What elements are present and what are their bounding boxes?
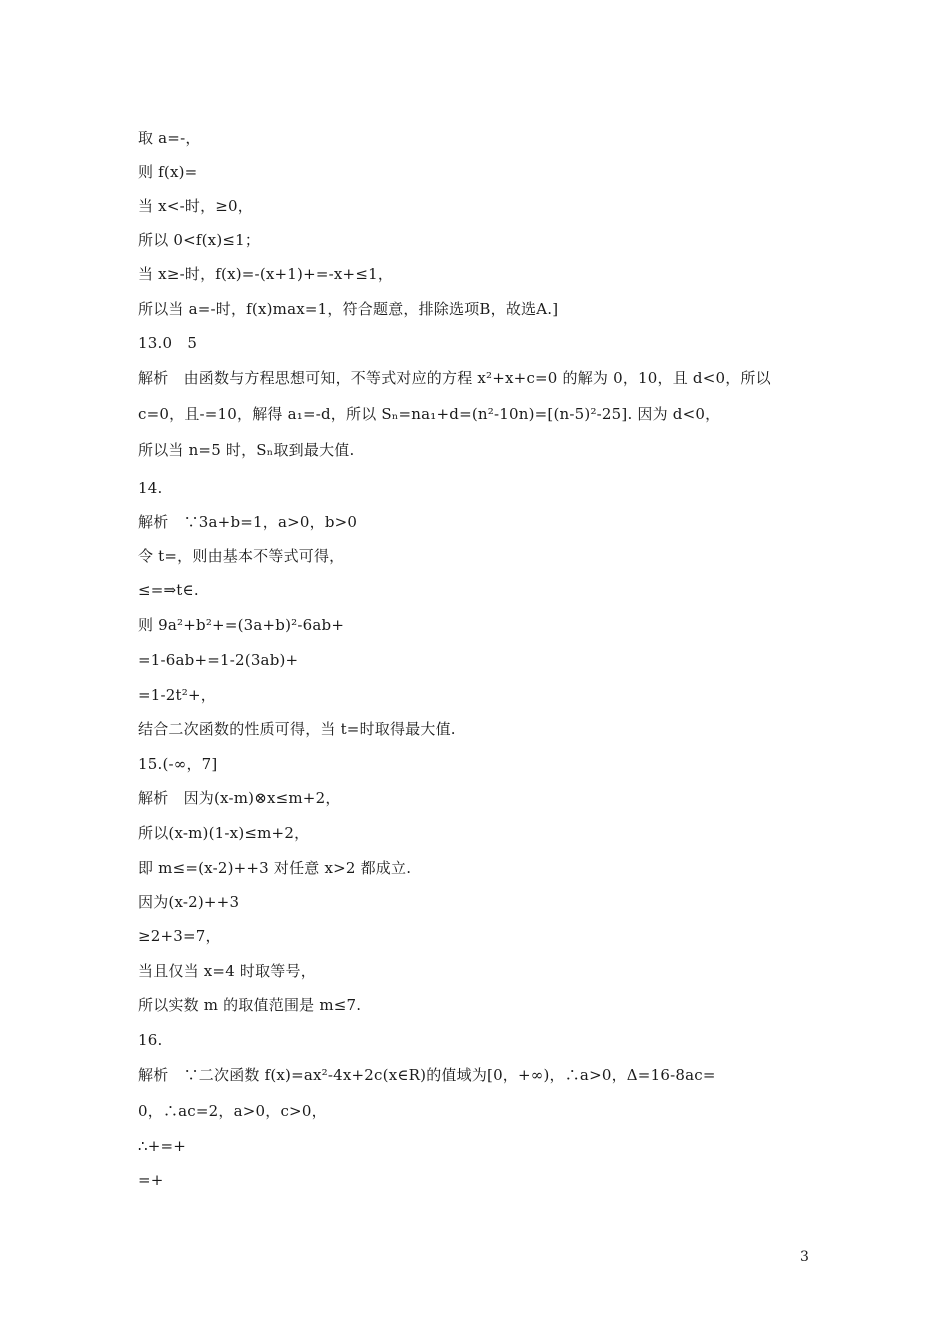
text-line: 0，∴ac=2，a>0，c>0， xyxy=(138,1102,327,1120)
page-number: 3 xyxy=(800,1249,809,1265)
text-line: 解析 ∵3a+b=1，a>0，b>0 xyxy=(138,513,358,531)
text-line: 结合二次函数的性质可得，当 t=时取得最大值. xyxy=(138,720,456,738)
text-line: 则 f(x)= xyxy=(138,163,198,181)
answer-14-heading: 14. xyxy=(138,479,163,497)
text-line: =1-2t²+， xyxy=(138,686,216,704)
text-line: 当 x<-时，≥0， xyxy=(138,197,253,215)
text-line: 因为(x-2)++3 xyxy=(138,893,240,911)
text-line: 所以 0<f(x)≤1； xyxy=(138,231,261,249)
text-line: ≤=⇒t∈. xyxy=(138,581,199,599)
text-line: 所以当 n=5 时，Sₙ取到最大值. xyxy=(138,441,355,459)
text-line: 解析 由函数与方程思想可知，不等式对应的方程 x²+x+c=0 的解为 0，10，且 d<0，所以 xyxy=(138,369,771,387)
text-line: 令 t=，则由基本不等式可得， xyxy=(138,547,345,565)
text-line: =1-6ab+=1-2(3ab)+ xyxy=(138,651,299,669)
text-line: 解析 ∵二次函数 f(x)=ax²-4x+2c(x∈R)的值域为[0，+∞)，∴a>0，Δ=16-8ac= xyxy=(138,1066,716,1084)
text-line: 当 x≥-时，f(x)=-(x+1)+=-x+≤1， xyxy=(138,265,394,283)
answer-16-heading: 16. xyxy=(138,1031,163,1049)
text-line: ∴+=+ xyxy=(138,1137,187,1155)
text-line: 当且仅当 x=4 时取等号， xyxy=(138,962,316,980)
text-line: ≥2+3=7， xyxy=(138,927,221,945)
text-line: 所以(x-m)(1-x)≤m+2， xyxy=(138,824,310,842)
text-line: 则 9a²+b²+=(3a+b)²-6ab+ xyxy=(138,616,345,634)
text-line: 解析 因为(x-m)⊗x≤m+2， xyxy=(138,789,341,807)
text-line: c=0，且-=10，解得 a₁=-d，所以 Sₙ=na₁+d=(n²-10n)=[(n-5)²-25]. 因为 d<0， xyxy=(138,405,721,423)
text-line: 取 a=-， xyxy=(138,129,201,147)
text-line: 所以当 a=-时，f(x)max=1，符合题意，排除选项B，故选A.] xyxy=(138,300,559,318)
answer-13-heading: 13.0 5 xyxy=(138,334,198,352)
text-line: 即 m≤=(x-2)++3 对任意 x>2 都成立. xyxy=(138,859,412,877)
answer-15-heading: 15.(-∞，7] xyxy=(138,755,218,773)
text-line: 所以实数 m 的取值范围是 m≤7. xyxy=(138,996,362,1014)
text-line: =+ xyxy=(138,1171,164,1189)
